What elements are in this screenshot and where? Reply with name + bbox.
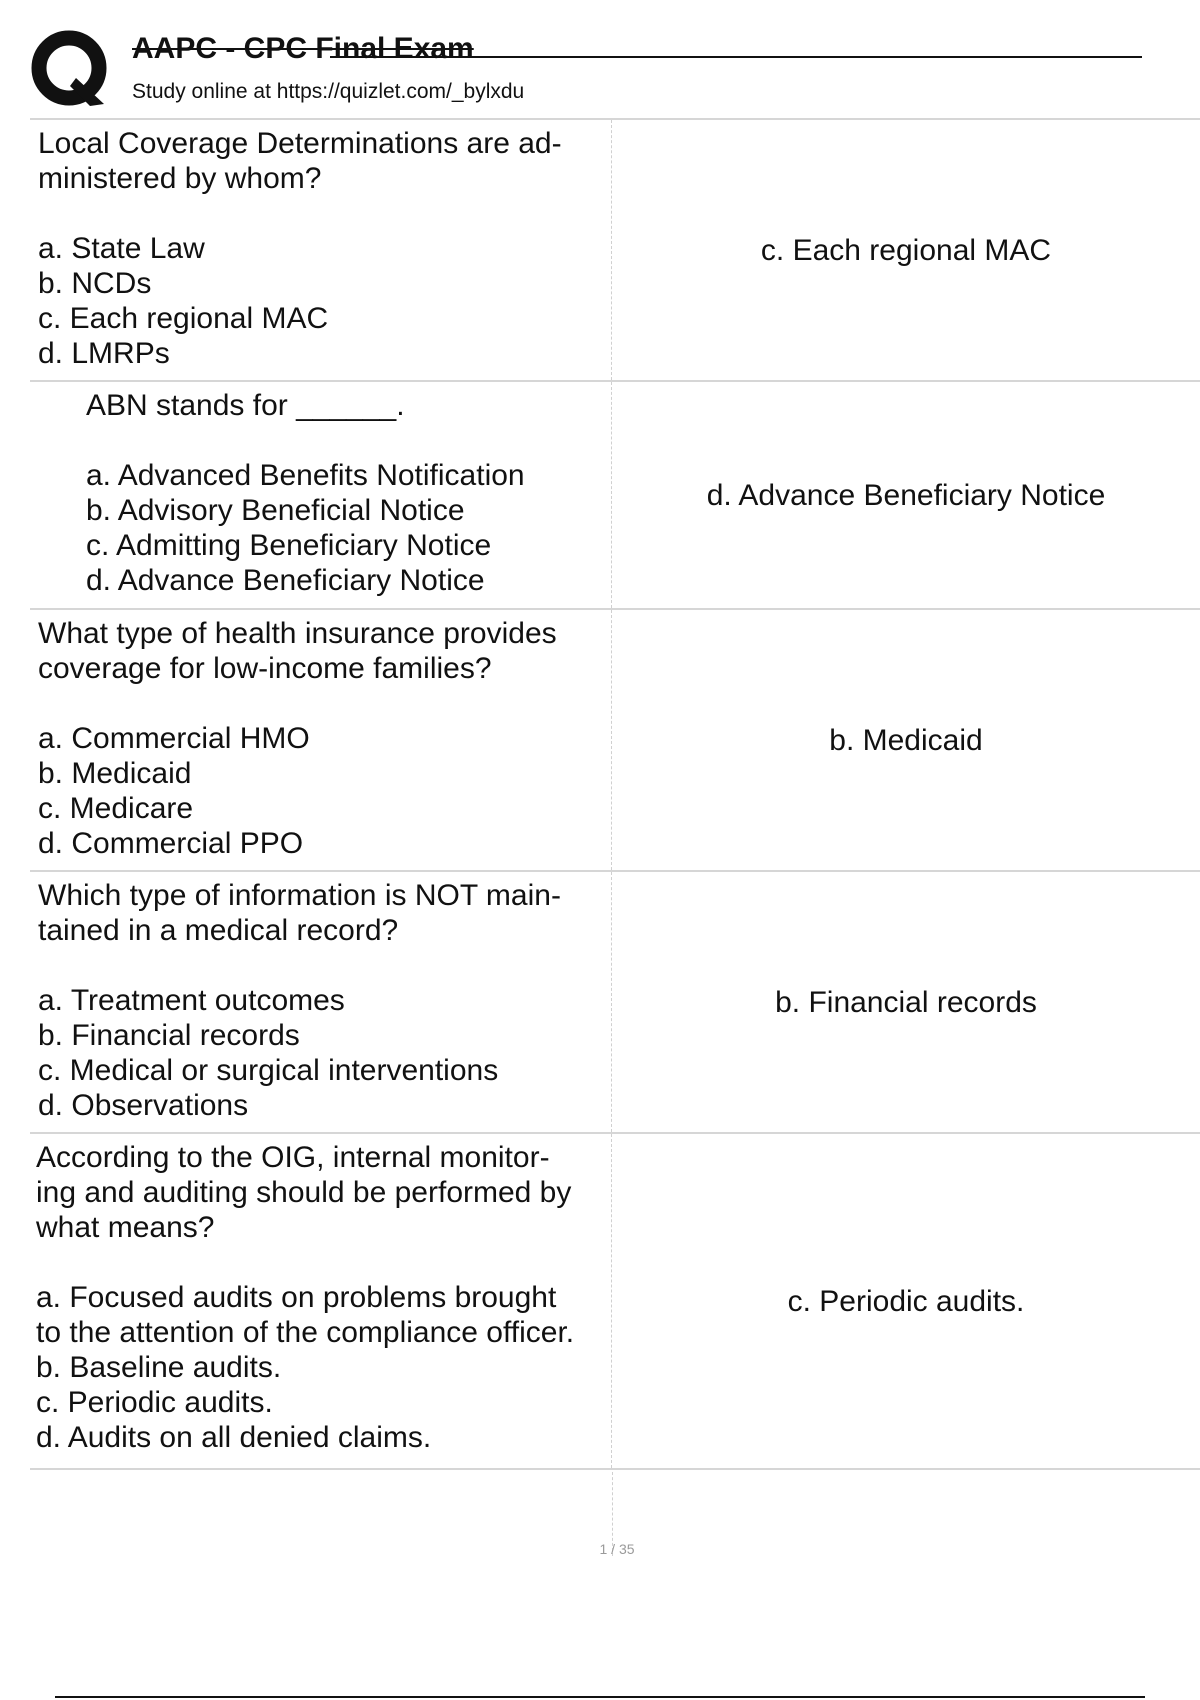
title-rule [330, 56, 1142, 58]
flashcard-row [30, 382, 1200, 610]
document-title: AAPC - CPC Final Exam [132, 32, 474, 65]
flashcard-definition: c. Periodic audits. [787, 1284, 1025, 1318]
document-subtitle: Study online at https://quizlet.com/_bylxdu [132, 80, 525, 103]
flashcard-row [30, 610, 1200, 872]
flashcard-row [30, 872, 1200, 1134]
footer-rule [55, 1696, 1145, 1698]
flashcard-definition: b. Financial records [775, 985, 1037, 1019]
flashcard-row [30, 120, 1200, 382]
flashcard-term: Local Coverage Determinations are ad- ministered by whom? a. State Law b. NCDs c. Each regional MAC d. LMRPs [30, 120, 612, 380]
flashcard-row [30, 1134, 1200, 1470]
flashcard-term: Which type of information is NOT main- tained in a medical record? a. Treatment outcomes b. Financial records c. Medical or surgical interventions d. Observations [30, 872, 612, 1132]
flashcard-term: ABN stands for ______. a. Advanced Benefits Notification b. Advisory Beneficial Notice c. Admitting Beneficiary Notice d. Advance Beneficiary Notice [30, 382, 612, 608]
flashcard-definition: b. Medicaid [829, 723, 983, 757]
page-number: 1 / 35 [599, 1541, 635, 1557]
flashcard-term: What type of health insurance provides coverage for low-income families? a. Commercial HMO b. Medicaid c. Medicare d. Commercial PPO [30, 610, 612, 870]
flashcard-list [30, 118, 1200, 1470]
flashcard-definition: d. Advance Beneficiary Notice [706, 478, 1106, 512]
flashcard-term: According to the OIG, internal monitor- ing and auditing should be performed by what means? a. Focused audits on problems brought to the attention of the compliance officer. b. Baseline audits. c. Periodic audits. d. Audits on all denied claims. [30, 1134, 612, 1468]
flashcard-definition: c. Each regional MAC [760, 233, 1052, 267]
page-header [0, 0, 1200, 118]
quizlet-logo-icon [30, 30, 110, 110]
